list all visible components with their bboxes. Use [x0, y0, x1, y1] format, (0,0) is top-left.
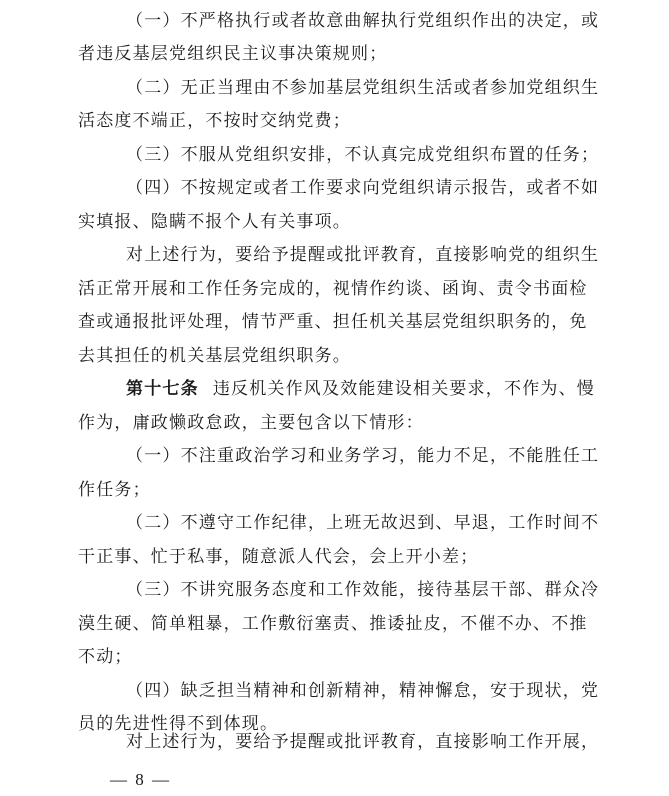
paragraph-line: 作任务； — [78, 479, 151, 500]
paragraph-line: （二）无正当理由不参加基层党组织生活或者参加党组织生 — [126, 77, 600, 98]
paragraph-line: 不动； — [78, 647, 133, 668]
paragraph-line: 干正事、忙于私事，随意派人代会，会上开小差； — [78, 546, 479, 567]
paragraph-line: （二）不遵守工作纪律，上班无故迟到、早退，工作时间不 — [126, 513, 600, 534]
page-number: — 8 — — [110, 770, 171, 789]
paragraph-line: 对上述行为，要给予提醒或批评教育，直接影响工作开展， — [126, 731, 600, 752]
paragraph-line: （一）不严格执行或者故意曲解执行党组织作出的决定，或 — [126, 10, 600, 31]
paragraph-line: 活态度不端正，不按时交纳党费； — [78, 111, 351, 132]
article-heading: 第十七条 — [126, 379, 199, 400]
paragraph-line: 活正常开展和工作任务完成的，视情作约谈、函询、责令书面检 — [78, 278, 588, 299]
paragraph-line: 查或通报批评处理，情节严重、担任机关基层党组织职务的，免 — [78, 312, 588, 333]
paragraph-line: （三）不讲究服务态度和工作效能，接待基层干部、群众冷 — [126, 580, 600, 601]
paragraph-line: 作为，庸政懒政怠政，主要包含以下情形： — [78, 412, 424, 433]
paragraph-line: 去其担任的机关基层党组织职务。 — [78, 345, 351, 366]
paragraph-line: 违反机关作风及效能建设相关要求，不作为、慢 — [212, 379, 596, 400]
paragraph-line: （四）不按规定或者工作要求向党组织请示报告，或者不如 — [126, 178, 600, 199]
article-heading-line — [126, 372, 595, 406]
paragraph-line: 员的先进性得不到体现。 — [78, 714, 279, 735]
paragraph-line: （三）不服从党组织安排，不认真完成党组织布置的任务； — [126, 144, 600, 165]
paragraph-line: （一）不注重政治学习和业务学习，能力不足，不能胜任工 — [126, 446, 600, 467]
paragraph-line: 漠生硬、简单粗暴，工作敷衍塞责、推诿扯皮，不催不办、不推 — [78, 613, 588, 634]
paragraph-line: 实填报、隐瞒不报个人有关事项。 — [78, 211, 351, 232]
paragraph-line: 者违反基层党组织民主议事决策规则； — [78, 44, 388, 65]
paragraph-line: （四）缺乏担当精神和创新精神，精神懈怠，安于现状，党 — [126, 680, 600, 701]
paragraph-line: 对上述行为，要给予提醒或批评教育，直接影响党的组织生 — [126, 245, 600, 266]
